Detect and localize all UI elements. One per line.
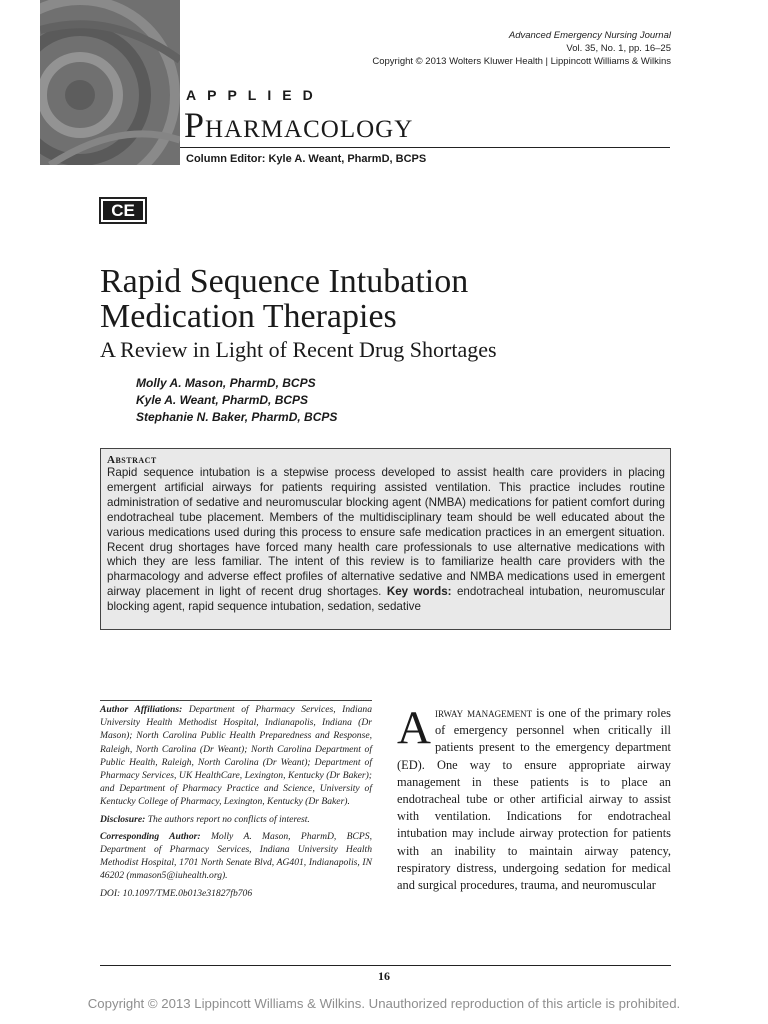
- corresponding-text: Molly A. Mason, PharmD, BCPS, Department of Pharmacy Services, Indiana University Health Methodist Hospital, 1701 North Senate Blvd, AG401, Indianapolis, IN 46202 (mmason5@iuhealth.org).: [100, 830, 372, 882]
- affiliation-paragraph: [100, 703, 372, 809]
- article-subtitle: A Review in Light of Recent Drug Shortages: [100, 337, 497, 362]
- copyright-notice: Copyright © 2013 Lippincott Williams & Wilkins. Unauthorized reproduction of this article is prohibited.: [87, 996, 681, 1011]
- abstract-heading: Abstract: [107, 454, 157, 466]
- column-editor: Column Editor: Kyle A. Weant, PharmD, BCPS: [186, 153, 427, 165]
- section-kicker: APPLIED: [186, 87, 324, 103]
- keywords-label: Key words:: [386, 585, 452, 599]
- author-name: Stephanie N. Baker, PharmD, BCPS: [136, 410, 338, 424]
- disclosure-text: The authors report no conflicts of interest.: [147, 813, 310, 825]
- author-name: Kyle A. Weant, PharmD, BCPS: [136, 393, 309, 407]
- page-number: 16: [378, 969, 390, 983]
- affiliation-label: Author Affiliations:: [100, 704, 183, 715]
- affiliations-rule: [100, 700, 372, 701]
- lead-in: irway management: [434, 706, 533, 720]
- affiliation-text: Department of Pharmacy Services, Indiana University Health Methodist Hospital, Indianapolis, Indiana (Dr Mason); North Carolina Public Health Preparedness and Response, Raleigh, North Carolina (Dr Weant); North Carolina Department of Public Health, Raleigh, North Carolina (Dr Weant); Department of Pharmacy Services, UK HealthCare, Lexington, Kentucky (Dr Baker); and Department of Pharmacy Practice and Science, University of Kentucky College of Pharmacy, Lexington, Kentucky (Dr Baker).: [100, 704, 372, 808]
- journal-volume: Vol. 35, No. 1, pp. 16–25: [566, 43, 671, 54]
- journal-name: Advanced Emergency Nursing Journal: [508, 30, 671, 41]
- article-title-line: Rapid Sequence Intubation: [100, 263, 469, 300]
- body-column: [397, 702, 671, 894]
- doi: DOI: 10.1097/TME.0b013e31827fb706: [100, 887, 253, 899]
- abstract-text: Rapid sequence intubation is a stepwise process developed to assist health care providers in placing emergent artificial airways for patients requiring assisted ventilation. This practice includes routine administration of sedative and neuromuscular blocking agent (NMBA) medications for patient comfort during endotracheal tube placement. Members of the multidisciplinary team should be well educated about the various medications used during this process to ensure safe medication practices in an emergent situation. Recent drug shortages have forced many health care professionals to use alternative medications with which they are less familiar. The intent of this review is to familiarize health care providers with the pharmacology and adverse effect profiles of alternative sedative and NMBA medications used in emergent airway placement in light of recent drug shortages.: [107, 466, 665, 599]
- section-corner-graphic: [40, 0, 180, 165]
- author-list: [136, 375, 337, 426]
- article-title: [100, 264, 700, 334]
- corresponding-label: Corresponding Author:: [100, 830, 201, 842]
- footer-rule: [100, 965, 671, 966]
- disclosure-paragraph: [100, 813, 372, 826]
- disclosure-label: Disclosure:: [100, 813, 146, 825]
- journal-copyright: Copyright © 2013 Wolters Kluwer Health | Lippincott Williams & Wilkins: [372, 56, 671, 67]
- ce-badge-label: CE: [103, 201, 143, 220]
- body-text: is one of the primary roles of emergency personnel when critically ill patients present to the emergency department (ED). One way to ensure appropriate airway management in these patients is to place an endotracheal tube or other artificial airway to assist with ventilation. Indications for endotracheal intubation may include airway protection for patients with an inability to maintain airway patency, respiratory distress, undergoing sedation for medical and surgical procedures, trauma, and neuromuscular: [397, 706, 671, 893]
- author-name: Molly A. Mason, PharmD, BCPS: [136, 376, 316, 390]
- section-title: Pharmacology: [184, 105, 414, 145]
- abstract-box: [100, 448, 671, 630]
- journal-info: [372, 29, 671, 68]
- keywords-text: endotracheal intubation, neuromuscular blocking agent, rapid sequence intubation, sedation, sedative: [107, 585, 665, 614]
- corresponding-paragraph: [100, 830, 372, 883]
- article-title-line: Medication Therapies: [100, 298, 397, 335]
- author-affiliations: [100, 703, 372, 904]
- ce-badge: [99, 197, 147, 224]
- abstract-body: [107, 466, 665, 615]
- drop-cap: A: [397, 702, 431, 754]
- header-rule: [180, 147, 670, 148]
